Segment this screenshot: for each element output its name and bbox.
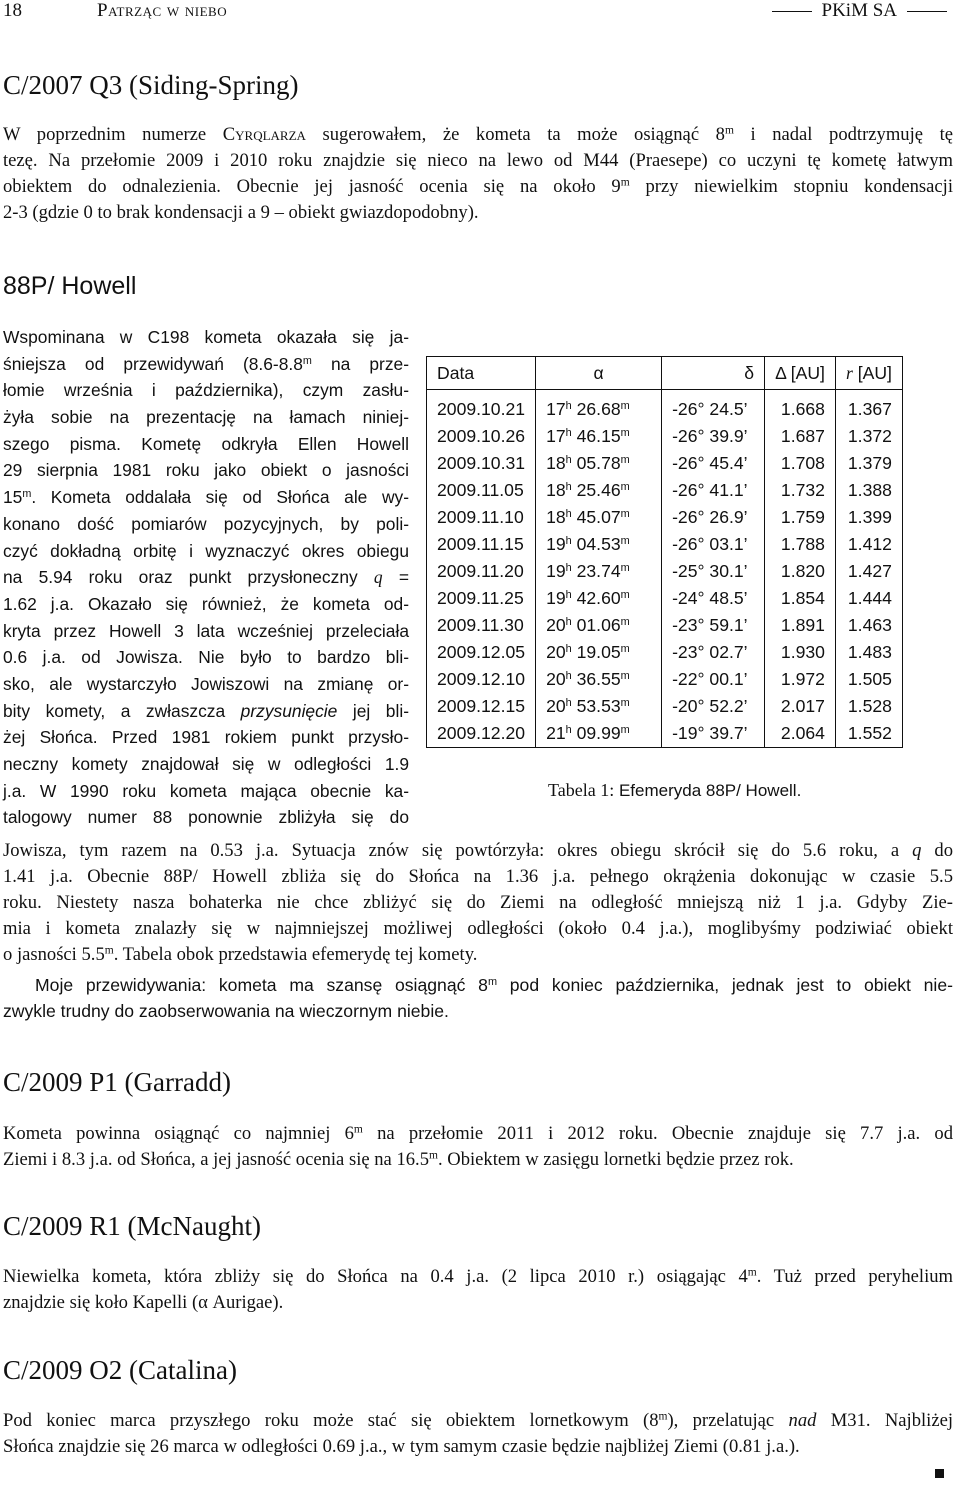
text-line: mia i kometa znalazły się w najmniejszej możliwej odległości (około 0.4 j.a.), moglibyśmy podziwiać obiekt xyxy=(3,918,953,939)
cell-delta: -26° 39.9’ xyxy=(662,423,765,450)
text-line xyxy=(3,838,953,864)
cell-delta: -19° 39.7’ xyxy=(662,720,765,748)
text: na przełomie 2011 i 2012 roku. Obecnie znajduje się 7.7 j.a. od xyxy=(362,1123,953,1144)
ra-minutes: 04.53 xyxy=(576,534,621,554)
text-line: 1.62 j.a. Okazało się również, że kometa od- xyxy=(3,593,409,614)
text-line: czyć dokładną orbitę i wyznaczyć okres obiegu xyxy=(3,540,409,561)
cell-delta: -25° 30.1’ xyxy=(662,558,765,585)
text-line xyxy=(3,351,409,378)
table-row xyxy=(427,666,903,693)
cell-alpha xyxy=(536,423,662,450)
cell-alpha xyxy=(536,720,662,748)
text-line xyxy=(3,1121,953,1147)
text: = xyxy=(382,567,409,588)
paragraph-c2009r1 xyxy=(3,1264,953,1316)
ra-minutes: 23.74 xyxy=(576,561,621,581)
superscript: m xyxy=(620,508,630,520)
superscript: h xyxy=(565,427,572,439)
text: śniejsza od przewidywań (8.6-8.8 xyxy=(3,353,303,374)
text: bity komety, a zwłaszcza xyxy=(3,700,241,721)
table-row xyxy=(427,612,903,639)
text-line xyxy=(3,972,953,998)
cell-alpha xyxy=(536,450,662,477)
cell-Delta: 2.064 xyxy=(765,720,836,748)
text: Pod koniec marca przyszłego roku może stać się obiektem lornetkowym (8 xyxy=(3,1410,659,1431)
superscript: h xyxy=(565,535,572,547)
text-line: sko, ale wystarczyło Jowiszowi na zmianę or- xyxy=(3,673,409,694)
ra-hours: 18 xyxy=(546,453,566,473)
running-title: Patrząc w niebo xyxy=(97,0,228,21)
cell-alpha xyxy=(536,390,662,424)
superscript: m xyxy=(22,488,32,501)
ra-hours: 19 xyxy=(546,561,566,581)
section-title-c2007q3: C/2007 Q3 (Siding-Spring) xyxy=(3,70,299,100)
table-header-row xyxy=(427,357,903,390)
superscript: m xyxy=(620,643,630,655)
text: . Kometa oddalała się od Słońca ale wy- xyxy=(31,487,409,508)
cell-Delta: 1.687 xyxy=(765,423,836,450)
text: M31. Najbliżej xyxy=(816,1410,954,1431)
paragraph-prediction xyxy=(3,972,953,1024)
paragraph-c2009p1 xyxy=(3,1121,953,1173)
cell-alpha xyxy=(536,585,662,612)
text: o jasności 5.5 xyxy=(3,944,105,965)
text: Ziemi i 8.3 j.a. od Słońca, a jej jasność ocenia się na 16.5 xyxy=(3,1149,429,1170)
superscript: m xyxy=(620,427,630,439)
cell-delta: -26° 26.9’ xyxy=(662,504,765,531)
ra-hours: 20 xyxy=(546,615,566,635)
ra-minutes: 25.46 xyxy=(576,480,621,500)
cell-r: 1.483 xyxy=(835,639,902,666)
journal-mark xyxy=(762,0,958,22)
cell-alpha xyxy=(536,612,662,639)
text-line xyxy=(3,942,953,968)
superscript: m xyxy=(620,589,630,601)
superscript: m xyxy=(620,697,630,709)
table-row xyxy=(427,531,903,558)
text-line: tezę. Na przełomie 2009 i 2010 roku znajdzie się nieco na lewo od M44 (Praesepe) co uczyni tę kometę łatwym xyxy=(3,150,953,171)
journal-ref: Cyrqlarza xyxy=(222,124,306,145)
superscript: h xyxy=(565,724,572,736)
text: na prze- xyxy=(311,353,409,374)
text-line: 29 sierpnia 1981 roku jako obiekt o jasności xyxy=(3,460,409,481)
ra-minutes: 36.55 xyxy=(576,669,621,689)
caption-label: Tabela 1: xyxy=(548,780,615,800)
text-line xyxy=(3,1408,953,1434)
paragraph-c2009o2 xyxy=(3,1408,953,1460)
table-body xyxy=(427,390,903,748)
superscript: m xyxy=(620,400,630,412)
cell-r: 1.427 xyxy=(835,558,902,585)
cell-date: 2009.10.26 xyxy=(427,423,536,450)
superscript: m xyxy=(620,616,630,628)
text-line xyxy=(3,1264,953,1290)
cell-date: 2009.11.15 xyxy=(427,531,536,558)
text-line: szego pisma. Kometę odkryła Ellen Howell xyxy=(3,433,409,454)
text: Moje przewidywania: kometa ma szansę osiągnąć 8 xyxy=(35,975,488,995)
cell-delta: -22° 00.1’ xyxy=(662,666,765,693)
cell-r: 1.444 xyxy=(835,585,902,612)
text: sugerowałem, że kometa ta może osiągnąć 8 xyxy=(305,124,725,145)
math-var: q xyxy=(912,840,922,861)
running-header xyxy=(3,0,957,24)
text-line: roku. Niestety nasza bohaterka nie chce zbliżyć się do Ziemi na odległość mniejszą niż 1 j.a. Gdyby Zie- xyxy=(3,892,953,913)
superscript: h xyxy=(565,697,572,709)
table-row xyxy=(427,477,903,504)
cell-Delta: 1.759 xyxy=(765,504,836,531)
paragraph-c2007q3 xyxy=(3,122,953,226)
text-line: żyła sobie na prezentację na łamach niniej- xyxy=(3,407,409,428)
superscript: h xyxy=(565,400,572,412)
col-header-r xyxy=(835,357,902,390)
ra-minutes: 09.99 xyxy=(576,723,621,743)
text-line xyxy=(3,1147,953,1173)
text: . Tuż przed peryhelium xyxy=(756,1266,954,1287)
superscript: m xyxy=(658,1410,668,1423)
table-row xyxy=(427,450,903,477)
cell-delta: -26° 24.5’ xyxy=(662,390,765,424)
ra-hours: 20 xyxy=(546,642,566,662)
cell-r: 1.372 xyxy=(835,423,902,450)
italic-text: nad xyxy=(788,1410,817,1431)
text: . Tabela obok przedstawia efemerydę tej komety. xyxy=(113,944,478,965)
math-var: r xyxy=(845,362,853,383)
text-line: 1.41 j.a. Obecnie 88P/ Howell zbliża się do Słońca na 1.36 j.a. pełnego okrążenia dokonując w czasie 5.5 xyxy=(3,866,953,887)
col-header-date: Data xyxy=(427,357,536,390)
superscript: m xyxy=(620,481,630,493)
table-row xyxy=(427,693,903,720)
table-row xyxy=(427,720,903,748)
ra-hours: 19 xyxy=(546,588,566,608)
cell-Delta: 1.788 xyxy=(765,531,836,558)
text-line: 0.6 j.a. od Jowisza. Nie było to bardzo bli- xyxy=(3,647,409,668)
text-line: żej Słońca. Przed 1981 rokiem punkt przysło- xyxy=(3,727,409,748)
text: pod koniec października, jednak jest to obiekt nie- xyxy=(497,975,953,995)
wrapped-column-88p xyxy=(3,324,409,831)
cell-r: 1.463 xyxy=(835,612,902,639)
superscript: m xyxy=(620,562,630,574)
text: [AU] xyxy=(852,362,892,383)
table-row xyxy=(427,585,903,612)
superscript: m xyxy=(620,535,630,547)
table-row xyxy=(427,639,903,666)
cell-date: 2009.11.10 xyxy=(427,504,536,531)
cell-r: 1.388 xyxy=(835,477,902,504)
superscript: h xyxy=(565,454,572,466)
text-line: Słońca znajdzie się 26 marca w odległości 0.69 j.a., w tym samym czasie będzie najbliżej Ziemi (0.81 j.a.). xyxy=(3,1436,800,1457)
cell-Delta: 1.708 xyxy=(765,450,836,477)
italic-text: przysunięcie xyxy=(240,700,338,721)
cell-delta: -26° 45.4’ xyxy=(662,450,765,477)
text-line: j.a. W 1990 roku kometa mająca obecnie ka- xyxy=(3,780,409,801)
cell-delta: -26° 41.1’ xyxy=(662,477,765,504)
cell-Delta: 1.972 xyxy=(765,666,836,693)
cell-delta: -24° 48.5’ xyxy=(662,585,765,612)
superscript: m xyxy=(302,354,312,367)
ra-hours: 20 xyxy=(546,696,566,716)
text: ), przelatując xyxy=(667,1410,789,1431)
cell-Delta: 1.668 xyxy=(765,390,836,424)
text-line xyxy=(3,564,409,591)
superscript: m xyxy=(429,1149,438,1162)
table-caption xyxy=(548,780,801,801)
cell-date: 2009.10.31 xyxy=(427,450,536,477)
ra-minutes: 26.68 xyxy=(576,399,621,419)
cell-date: 2009.11.05 xyxy=(427,477,536,504)
text-line: znajdzie się koło Kapelli (α Aurigae). xyxy=(3,1292,284,1313)
cell-date: 2009.12.15 xyxy=(427,693,536,720)
superscript: h xyxy=(565,643,572,655)
superscript: h xyxy=(565,670,572,682)
cell-Delta: 2.017 xyxy=(765,693,836,720)
cell-Delta: 1.891 xyxy=(765,612,836,639)
cell-alpha xyxy=(536,639,662,666)
text-line: Wspominana w C198 kometa okazała się ja- xyxy=(3,327,409,347)
superscript: h xyxy=(565,589,572,601)
ra-hours: 17 xyxy=(546,426,566,446)
cell-r: 1.412 xyxy=(835,531,902,558)
text-line: zwykle trudny do zaobserwowania na wieczornym niebie. xyxy=(3,1001,449,1021)
text: 15 xyxy=(3,487,23,508)
text-line: kryta przez Howell 3 lata wcześniej przeleciała xyxy=(3,620,409,641)
superscript: m xyxy=(620,454,630,466)
table-row xyxy=(427,504,903,531)
text-line xyxy=(3,484,409,511)
col-header-Delta: Δ [AU] xyxy=(765,357,836,390)
superscript: m xyxy=(353,1123,363,1136)
text-line: talogowy numer 88 ponownie zbliżyła się do xyxy=(3,807,409,828)
cell-alpha xyxy=(536,666,662,693)
cell-r: 1.399 xyxy=(835,504,902,531)
col-header-delta: δ xyxy=(662,357,765,390)
superscript: m xyxy=(747,1266,757,1279)
text: Niewielka kometa, która zbliży się do Słońca na 0.4 j.a. (2 lipca 2010 r.) osiągając 4 xyxy=(3,1266,748,1287)
superscript: m xyxy=(487,976,498,988)
ephemeris-table xyxy=(426,356,903,748)
superscript: h xyxy=(565,481,572,493)
superscript: m xyxy=(724,124,734,137)
section-title-c2009o2: C/2009 O2 (Catalina) xyxy=(3,1355,237,1385)
caption-text: Efemeryda 88P/ Howell. xyxy=(614,781,802,800)
page-number: 18 xyxy=(3,0,22,21)
cell-alpha xyxy=(536,477,662,504)
math-var: q xyxy=(373,567,383,588)
col-header-alpha: α xyxy=(536,357,662,390)
cell-r: 1.505 xyxy=(835,666,902,693)
text-line xyxy=(3,174,953,200)
cell-date: 2009.12.10 xyxy=(427,666,536,693)
ra-hours: 21 xyxy=(546,723,566,743)
ra-minutes: 53.53 xyxy=(576,696,621,716)
section-title-c2009p1: C/2009 P1 (Garradd) xyxy=(3,1067,231,1097)
text-line: łomie września i października), czym zasłu- xyxy=(3,380,409,401)
text: . Obiektem w zasięgu lornetki będzie przez rok. xyxy=(437,1149,794,1170)
text: na 5.94 roku oraz punkt przysłoneczny xyxy=(3,567,374,588)
text: obiektem do odnalezienia. Obecnie jej jasność ocenia się na około 9 xyxy=(3,176,621,197)
superscript: m xyxy=(104,944,114,957)
text-line: 2-3 (gdzie 0 to brak kondensacji a 9 – obiekt gwiazdopodobny). xyxy=(3,202,479,223)
ra-minutes: 05.78 xyxy=(576,453,621,473)
cell-r: 1.552 xyxy=(835,720,902,748)
table-row xyxy=(427,423,903,450)
cell-r: 1.367 xyxy=(835,390,902,424)
cell-alpha xyxy=(536,504,662,531)
text: jej bli- xyxy=(337,700,409,721)
superscript: h xyxy=(565,508,572,520)
text-line: neczny komety znajdował się w odległości 1.9 xyxy=(3,754,409,774)
ra-minutes: 45.07 xyxy=(576,507,621,527)
cell-Delta: 1.820 xyxy=(765,558,836,585)
ra-minutes: 01.06 xyxy=(576,615,621,635)
cell-date: 2009.12.05 xyxy=(427,639,536,666)
text: Jowisza, tym razem na 0.53 j.a. Sytuacja znów się powtórzyła: okres obiegu skrócił się do 5.6 roku, a xyxy=(3,840,913,861)
text: przy niewielkim stopniu kondensacji xyxy=(629,176,953,197)
cell-Delta: 1.930 xyxy=(765,639,836,666)
cell-delta: -23° 02.7’ xyxy=(662,639,765,666)
ra-hours: 18 xyxy=(546,480,566,500)
text: do xyxy=(921,840,954,861)
cell-date: 2009.11.25 xyxy=(427,585,536,612)
cell-Delta: 1.854 xyxy=(765,585,836,612)
ra-hours: 18 xyxy=(546,507,566,527)
table-row xyxy=(427,558,903,585)
ra-hours: 17 xyxy=(546,399,566,419)
ra-minutes: 46.15 xyxy=(576,426,621,446)
superscript: h xyxy=(565,562,572,574)
section-title-c2009r1: C/2009 R1 (McNaught) xyxy=(3,1211,261,1241)
cell-date: 2009.11.30 xyxy=(427,612,536,639)
superscript: m xyxy=(620,670,630,682)
text-line: konano dość pomiarów pozycyjnych, by poli- xyxy=(3,513,409,534)
end-of-article-mark xyxy=(935,1469,944,1478)
cell-delta: -26° 03.1’ xyxy=(662,531,765,558)
ra-hours: 19 xyxy=(546,534,566,554)
text-line xyxy=(3,122,953,148)
paragraph-88p-continued xyxy=(3,838,953,968)
superscript: m xyxy=(620,176,630,189)
superscript: m xyxy=(620,724,630,736)
cell-alpha xyxy=(536,531,662,558)
superscript: h xyxy=(565,616,572,628)
cell-date: 2009.10.21 xyxy=(427,390,536,424)
text-line xyxy=(3,698,409,725)
ra-hours: 20 xyxy=(546,669,566,689)
dash-left xyxy=(772,11,812,12)
cell-delta: -20° 52.2’ xyxy=(662,693,765,720)
text: W poprzednim numerze xyxy=(3,124,223,145)
ra-minutes: 19.05 xyxy=(576,642,621,662)
text: i nadal podtrzymuję tę xyxy=(733,124,953,145)
journal-name: PKiM SA xyxy=(821,0,897,21)
cell-date: 2009.11.20 xyxy=(427,558,536,585)
cell-r: 1.528 xyxy=(835,693,902,720)
cell-date: 2009.12.20 xyxy=(427,720,536,748)
dash-right xyxy=(907,11,947,12)
table-row xyxy=(427,390,903,424)
cell-alpha xyxy=(536,558,662,585)
cell-delta: -23° 59.1’ xyxy=(662,612,765,639)
cell-alpha xyxy=(536,693,662,720)
cell-r: 1.379 xyxy=(835,450,902,477)
ra-minutes: 42.60 xyxy=(576,588,621,608)
section-title-88p: 88P/ Howell xyxy=(3,272,137,300)
text: Kometa powinna osiągnąć co najmniej 6 xyxy=(3,1123,354,1144)
cell-Delta: 1.732 xyxy=(765,477,836,504)
